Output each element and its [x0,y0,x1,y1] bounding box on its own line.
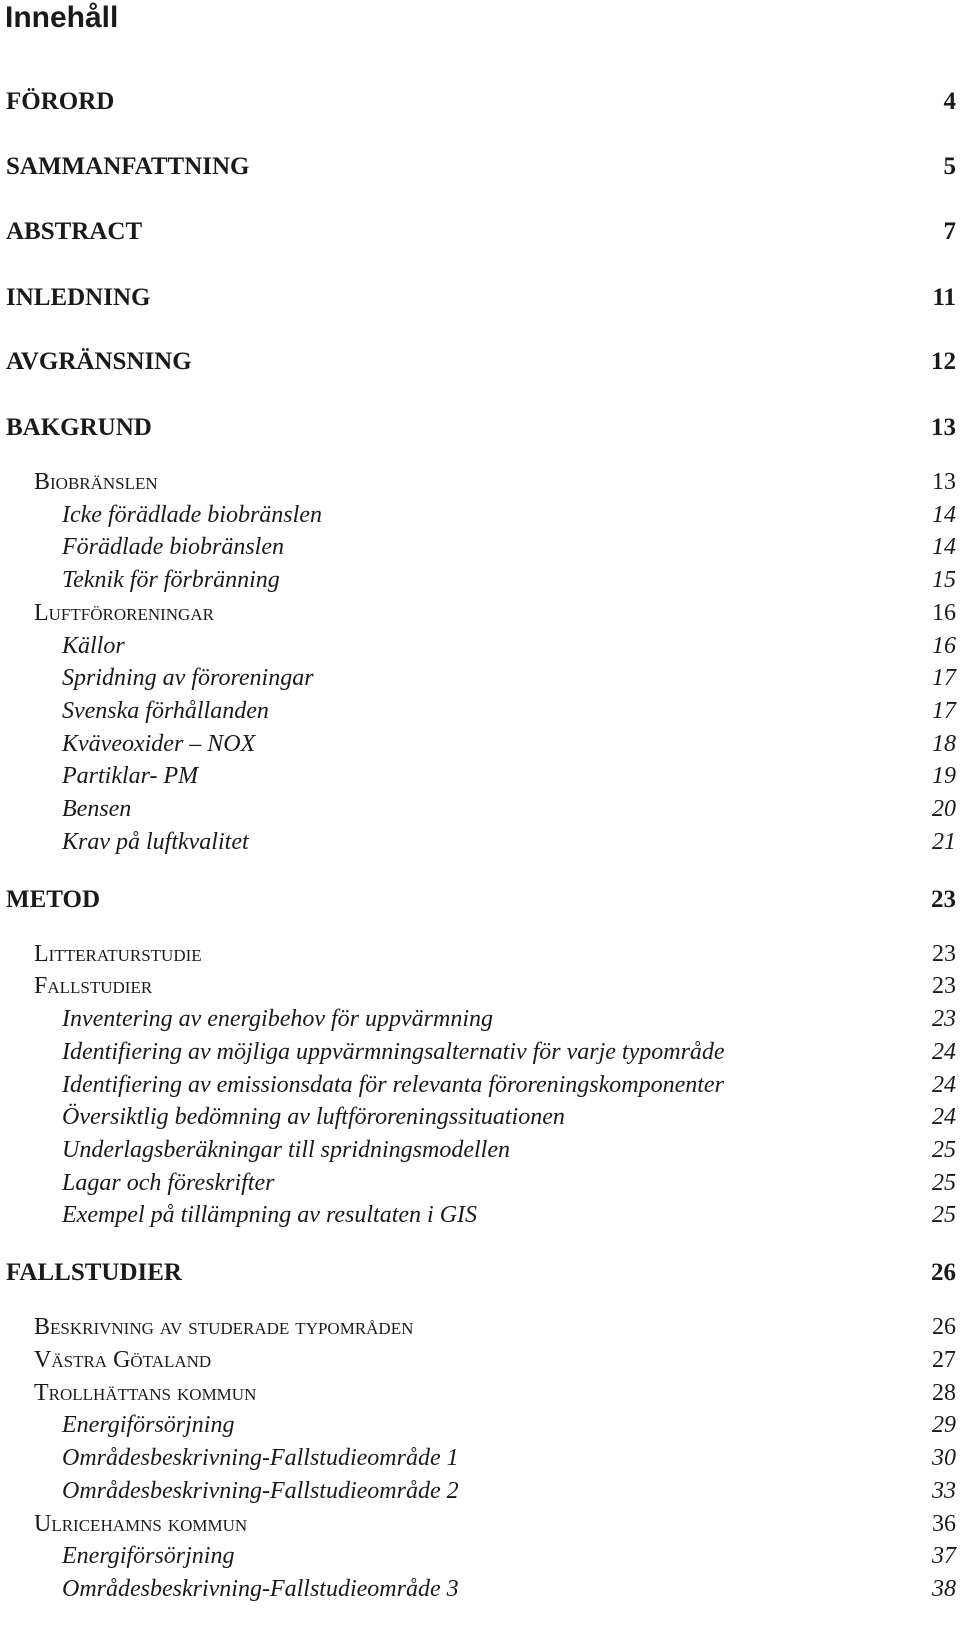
toc-page-number: 29 [932,1412,956,1438]
toc-section[interactable] [0,595,956,629]
toc-entry-label: Områdesbeskrivning-Fallstudieområde 2 [62,1478,459,1504]
toc-entry-label: Identifiering av emissionsdata för relevanta föroreningskomponenter [62,1072,724,1098]
toc-entry-label: Kväveoxider – NOX [62,731,256,757]
toc-entry-label: Översiktlig bedömning av luftföroreningssituationen [62,1104,565,1130]
toc-subsection[interactable] [0,726,956,760]
toc-section[interactable] [0,464,956,498]
toc-page-number: 11 [932,284,956,311]
toc-page-number: 7 [943,218,956,245]
toc-chapter[interactable] [0,214,956,248]
toc-subsection[interactable] [0,660,956,694]
toc-section[interactable] [0,1342,956,1376]
toc-subsection[interactable] [0,1440,956,1474]
toc-page-number: 23 [932,941,956,967]
toc-section[interactable] [0,936,956,970]
toc-entry-label: METOD [6,886,100,913]
toc-entry-label: Litteraturstudie [34,941,202,967]
toc-subsection[interactable] [0,1132,956,1166]
toc-page-number: 12 [931,348,956,375]
toc-entry-label: SAMMANFATTNING [6,153,250,180]
toc-subsection[interactable] [0,1407,956,1441]
toc-page-number: 36 [932,1511,956,1537]
toc-entry-label: Inventering av energibehov för uppvärmning [62,1006,494,1032]
toc-page-number: 17 [932,698,956,724]
toc-page-number: 14 [932,502,956,528]
toc-entry-label: AVGRÄNSNING [6,348,192,375]
toc-page-number: 15 [932,567,956,593]
toc-page-number: 27 [932,1347,956,1373]
toc-page-number: 16 [932,633,956,659]
toc-section[interactable] [0,1375,956,1409]
toc-entry-label: FALLSTUDIER [6,1259,182,1286]
toc-page-number: 24 [932,1039,956,1065]
toc-page-number: 23 [932,1006,956,1032]
toc-page-number: 19 [932,763,956,789]
toc-subsection[interactable] [0,1067,956,1101]
toc-entry-label: Trollhättans kommun [34,1380,257,1406]
toc-page-number: 21 [932,829,956,855]
toc-entry-label: Energiförsörjning [62,1412,235,1438]
toc-entry-label: Ulricehamns kommun [34,1511,248,1537]
toc-entry-label: Spridning av föroreningar [62,665,314,691]
toc-section[interactable] [0,968,956,1002]
toc-entry-label: FÖRORD [6,88,115,115]
toc-chapter[interactable] [0,84,956,118]
toc-page-number: 37 [932,1543,956,1569]
toc-subsection[interactable] [0,1197,956,1231]
toc-subsection[interactable] [0,791,956,825]
toc-subsection[interactable] [0,497,956,531]
toc-chapter[interactable] [0,344,956,378]
toc-page-number: 24 [932,1104,956,1130]
toc-entry-label: Beskrivning av studerade typområden [34,1314,414,1340]
toc-entry-label: Identifiering av möjliga uppvärmningsalternativ för varje typområde [62,1039,725,1065]
toc-entry-label: Underlagsberäkningar till spridningsmodellen [62,1137,510,1163]
toc-subsection[interactable] [0,1538,956,1572]
toc-entry-label: INLEDNING [6,284,151,311]
toc-section[interactable] [0,1506,956,1540]
toc-page-number: 25 [932,1202,956,1228]
toc-page-number: 14 [932,534,956,560]
toc-subsection[interactable] [0,628,956,662]
toc-subsection[interactable] [0,529,956,563]
toc-entry-label: Energiförsörjning [62,1543,235,1569]
toc-page-number: 4 [943,88,956,115]
toc-page-number: 25 [932,1170,956,1196]
toc-chapter[interactable] [0,882,956,916]
toc-subsection[interactable] [0,1034,956,1068]
toc-chapter[interactable] [0,410,956,444]
toc-entry-label: Svenska förhållanden [62,698,269,724]
toc-page-number: 18 [932,731,956,757]
toc-entry-label: Partiklar- PM [62,763,199,789]
toc-page-number: 13 [932,469,956,495]
toc-entry-label: ABSTRACT [6,218,143,245]
toc-entry-label: Områdesbeskrivning-Fallstudieområde 3 [62,1576,459,1602]
toc-entry-label: Biobränslen [34,469,158,495]
toc-page-number: 5 [943,153,956,180]
toc-page-number: 23 [931,886,956,913]
toc-page-number: 13 [931,414,956,441]
toc-entry-label: Icke förädlade biobränslen [62,502,322,528]
toc-page-number: 16 [932,600,956,626]
toc-entry-label: Områdesbeskrivning-Fallstudieområde 1 [62,1445,459,1471]
toc-page-number: 26 [932,1314,956,1340]
toc-subsection[interactable] [0,824,956,858]
toc-entry-label: Västra Götaland [34,1347,212,1373]
toc-entry-label: BAKGRUND [6,414,152,441]
toc-entry-label: Krav på luftkvalitet [62,829,249,855]
toc-section[interactable] [0,1309,956,1343]
toc-page-number: 17 [932,665,956,691]
toc-page-number: 33 [932,1478,956,1504]
toc-entry-label: Exempel på tillämpning av resultaten i GIS [62,1202,478,1228]
toc-entry-label: Källor [62,633,125,659]
toc-subsection[interactable] [0,758,956,792]
toc-subsection[interactable] [0,1571,956,1605]
toc-entry-label: Teknik för förbränning [62,567,280,593]
page-title: Innehåll [5,1,119,34]
toc-page-number: 38 [932,1576,956,1602]
toc-entry-label: Bensen [62,796,132,822]
toc-page-number: 23 [932,973,956,999]
toc-chapter[interactable] [0,280,956,314]
toc-subsection[interactable] [0,1473,956,1507]
toc-chapter[interactable] [0,149,956,183]
toc-entry-label: Luftföroreningar [34,600,214,626]
toc-subsection[interactable] [0,1001,956,1035]
toc-subsection[interactable] [0,562,956,596]
toc-subsection[interactable] [0,1099,956,1133]
toc-subsection[interactable] [0,693,956,727]
toc-subsection[interactable] [0,1165,956,1199]
toc-entry-label: Lagar och föreskrifter [62,1170,275,1196]
toc-page-number: 30 [932,1445,956,1471]
toc-page-number: 20 [932,796,956,822]
toc-chapter[interactable] [0,1255,956,1289]
toc-page-number: 26 [931,1259,956,1286]
toc-entry-label: Fallstudier [34,973,153,999]
toc-page-number: 24 [932,1072,956,1098]
toc-page-number: 25 [932,1137,956,1163]
toc-entry-label: Förädlade biobränslen [62,534,284,560]
toc-page-number: 28 [932,1380,956,1406]
